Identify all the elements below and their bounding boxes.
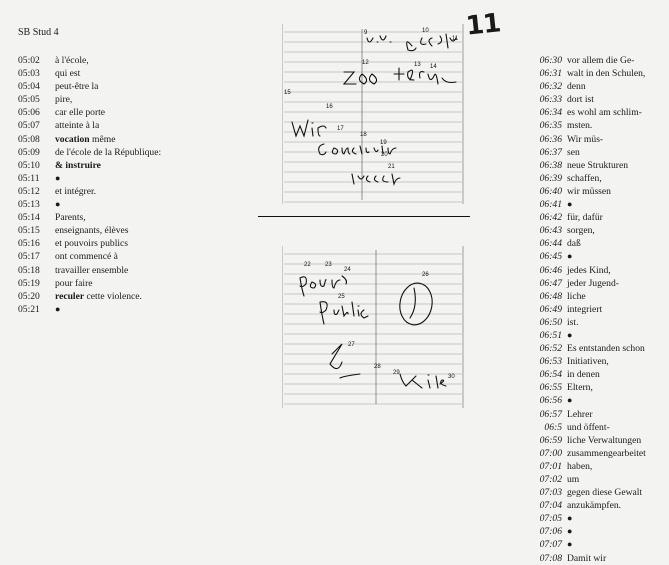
timecode: 06:43 [539,225,562,237]
left-transcript-row [18,172,258,185]
note-reference-number: 10 [422,28,429,34]
timecode: 07:04 [539,500,562,512]
right-transcript-row [528,277,668,290]
transcript-text: pire, [55,94,73,106]
note-reference-number: 14 [430,64,437,70]
transcript-text: Lehrer [567,408,593,420]
left-transcript-row [18,264,258,277]
note-reference-number: 30 [448,374,455,380]
timecode: 06:34 [539,107,562,119]
timecode: 06:57 [539,408,562,420]
left-transcript-row [18,80,258,93]
page-label: SB Stud 4 [18,27,59,38]
note-reference-number: 16 [326,104,333,110]
timecode: 07:03 [539,487,562,499]
right-transcript-row [528,290,668,303]
note-reference-number: 28 [374,364,381,370]
transcript-text [565,525,572,538]
note-reference-number: 20 [381,152,388,158]
transcript-text: Es entstanden schon [567,343,645,355]
timecode: 06:35 [539,120,562,132]
timecode: 06:49 [539,303,562,315]
timecode: 06:37 [539,146,562,158]
handwritten-notes-top [282,24,468,204]
note-reference-number: 21 [388,164,395,170]
transcript-text: es wohl am schlim- [567,107,642,119]
timecode: 05:05 [18,94,40,106]
transcript-text [565,512,572,525]
timecode: 07:07 [539,539,562,551]
emphasis-text: vocation [55,133,90,145]
left-transcript-row [18,250,258,263]
transcript-text: atteinte à la [55,120,100,132]
left-transcript-row [18,224,258,237]
left-transcript-row [18,237,258,250]
transcript-text: Eltern, [567,382,593,394]
transcript-text: denn [567,81,586,93]
right-transcript-row [528,525,668,538]
right-transcript-row [528,394,668,407]
timecode: 05:10 [18,159,40,171]
note-reference-number: 24 [344,267,351,273]
note-reference-number: 15 [284,90,291,96]
left-transcript-row [18,93,258,106]
transcript-text: de l'école de la République: [55,146,162,158]
right-transcript-row [528,106,668,119]
timecode: 05:12 [18,185,40,197]
right-transcript-row [528,447,668,460]
right-transcript-row [528,237,668,250]
pause-bullet-icon: ● [567,199,573,210]
right-transcript-row [528,329,668,342]
timecode: 05:16 [18,238,40,250]
transcript-text: daß [567,238,581,250]
timecode: 05:18 [18,264,40,276]
transcript-text: liche Verwaltungen [567,434,642,446]
transcript-text: um [567,474,580,485]
timecode: 06:51 [539,329,562,341]
left-transcript-row [18,185,258,198]
timecode: 05:04 [18,81,40,93]
transcript-text: wir müssen [567,185,611,197]
timecode: 06:53 [539,356,562,368]
emphasis-text: reculer [55,290,85,302]
right-transcript-row [528,473,668,486]
timecode: 05:06 [18,107,40,119]
timecode: 06:41 [539,199,562,211]
transcript-text: haben, [567,460,593,472]
timecode: 05:15 [18,225,40,237]
left-transcript-row [18,133,258,146]
timecode: 06:55 [539,382,562,394]
pause-bullet-icon: ● [567,251,573,262]
timecode: 05:17 [18,251,40,263]
left-transcript-row [18,119,258,132]
right-transcript-row [528,303,668,316]
transcript-text: qui est [55,68,81,80]
handwritten-notes-bottom [282,246,468,408]
pause-bullet-icon: ● [55,172,61,183]
emphasis-text: & instruire [55,159,101,171]
right-transcript-row [528,211,668,224]
left-transcript-row [18,211,258,224]
timecode: 06:59 [539,434,562,446]
transcript-text: Initiativen, [567,356,609,368]
timecode: 06:48 [539,290,562,302]
notes-separator-line [258,216,470,217]
timecode: 06:52 [539,343,562,355]
transcript-text: Parents, [55,212,86,224]
transcript-text [565,250,572,263]
pause-bullet-icon: ● [55,303,61,314]
timecode: 05:13 [18,199,40,211]
timecode: 06:32 [539,81,562,93]
timecode: 06:5 [544,421,562,433]
transcript-text: für, dafür [567,212,603,224]
right-transcript-row [528,159,668,172]
transcript-text [55,172,60,185]
timecode: 07:08 [539,552,562,564]
right-transcript-row [528,198,668,211]
transcript-text: sen [567,146,580,158]
right-transcript-row [528,486,668,499]
transcript-text [565,538,572,551]
left-transcript-row [18,277,258,290]
left-transcript-row [18,67,258,80]
note-reference-number: 25 [338,294,345,300]
right-transcript-row [528,512,668,525]
pause-bullet-icon: ● [567,539,573,550]
right-transcript-row [528,224,668,237]
timecode: 06:36 [539,133,562,145]
transcript-text: vor allem die Ge- [567,55,635,66]
timecode: 06:38 [539,159,562,171]
timecode: 06:33 [539,94,562,106]
right-transcript-row [528,460,668,473]
left-transcript-row [18,198,258,211]
right-transcript-row [528,538,668,551]
transcript-text: ist. [567,316,579,328]
transcript-text [565,329,572,342]
left-transcript-row [18,146,258,159]
transcript-text: pour faire [55,277,93,289]
left-transcript-row [18,54,258,67]
right-transcript-column [528,54,668,565]
right-transcript-row [528,264,668,277]
right-transcript-row [528,316,668,329]
left-transcript-row [18,106,258,119]
right-transcript-row [528,368,668,381]
transcript-text: reculer cette violence. [55,290,142,302]
right-transcript-row [528,185,668,198]
right-transcript-row [528,408,668,421]
transcript-text: et pouvoirs publics [55,238,129,250]
transcript-text: integriert [567,303,603,315]
transcript-text [55,198,60,211]
note-reference-number: 29 [393,370,400,376]
transcript-text: et intégrer. [55,185,97,197]
note-reference-number: 9 [364,30,368,36]
transcript-text: jeder Jugend- [567,277,619,289]
transcript-text: travailler ensemble [55,264,129,276]
timecode: 06:54 [539,369,562,381]
timecode: 05:11 [18,172,40,184]
transcript-text: walt in den Schulen, [567,68,646,80]
transcript-text: anzukämpfen. [567,500,622,512]
timecode: 06:42 [539,212,562,224]
timecode: 07:05 [539,513,562,525]
transcript-text: peut-être la [55,81,99,93]
timecode: 07:01 [539,460,562,472]
transcript-text: car elle porte [55,107,106,119]
right-transcript-row [528,119,668,132]
transcript-text: schaffen, [567,172,602,184]
transcript-text: Wir müs- [567,133,604,145]
timecode: 05:14 [18,212,40,224]
page-number: 11 [464,8,502,42]
transcript-text: liche [567,290,586,302]
transcript-text: dort ist [567,94,594,106]
transcript-text: gegen diese Gewalt [567,487,643,499]
note-reference-number: 22 [304,262,311,268]
timecode: 06:47 [539,277,562,289]
timecode: 05:02 [18,55,40,66]
timecode: 07:00 [539,447,562,459]
pause-bullet-icon: ● [567,395,573,406]
timecode: 05:07 [18,120,40,132]
note-reference-number: 13 [414,62,421,68]
timecode: 05:19 [18,277,40,289]
right-transcript-row [528,250,668,263]
timecode: 05:21 [18,303,40,315]
timecode: 07:06 [539,526,562,538]
pause-bullet-icon: ● [567,526,573,537]
right-transcript-row [528,342,668,355]
note-reference-number: 23 [325,262,332,268]
right-transcript-row [528,552,668,565]
transcript-text: und öffent- [567,421,610,433]
left-transcript-row [18,290,258,303]
right-transcript-row [528,67,668,80]
timecode: 06:44 [539,238,562,250]
transcript-text: Damit wir [567,552,607,564]
pause-bullet-icon: ● [55,199,61,210]
transcript-text: jedes Kind, [567,264,611,276]
right-transcript-row [528,421,668,434]
right-transcript-row [528,434,668,447]
note-reference-number: 27 [348,342,355,348]
note-reference-number: 18 [360,132,367,138]
timecode: 06:39 [539,172,562,184]
timecode: 06:56 [539,395,562,407]
note-reference-number: 19 [380,140,387,146]
right-transcript-row [528,172,668,185]
left-transcript-row [18,159,258,172]
transcript-text [55,303,60,316]
transcript-text: enseignants, élèves [55,225,129,237]
timecode: 05:03 [18,68,40,80]
timecode: 07:02 [539,474,562,485]
timecode: 06:45 [539,251,562,263]
transcript-text: in denen [567,369,600,381]
right-transcript-row [528,93,668,106]
transcript-text: à l'école, [55,55,89,66]
timecode: 05:20 [18,290,40,302]
right-transcript-row [528,381,668,394]
note-reference-number: 12 [362,60,369,66]
pause-bullet-icon: ● [567,329,573,340]
right-transcript-row [528,133,668,146]
transcript-text [55,159,101,172]
transcript-text: zusammengearbeitet [567,447,646,459]
note-reference-number: 11 [452,36,459,42]
left-transcript-column [18,54,258,316]
right-transcript-row [528,355,668,368]
timecode: 06:50 [539,316,562,328]
right-transcript-row [528,54,668,67]
transcript-text [565,198,572,211]
transcript-text [565,394,572,407]
transcript-text: msten. [567,120,593,132]
note-reference-number: 26 [422,272,429,278]
left-transcript-row [18,303,258,316]
timecode: 06:46 [539,264,562,276]
transcript-text: ont commencé à [55,251,118,263]
timecode: 05:09 [18,146,40,158]
timecode: 05:08 [18,133,40,145]
transcript-text: vocation même [55,133,116,145]
timecode: 06:40 [539,185,562,197]
pause-bullet-icon: ● [567,513,573,524]
transcript-text: sorgen, [567,225,595,237]
right-transcript-row [528,146,668,159]
right-transcript-row [528,499,668,512]
timecode: 06:30 [539,55,562,66]
note-reference-number: 17 [337,126,344,132]
transcript-text: neue Strukturen [567,159,629,171]
right-transcript-row [528,80,668,93]
timecode: 06:31 [539,68,562,80]
